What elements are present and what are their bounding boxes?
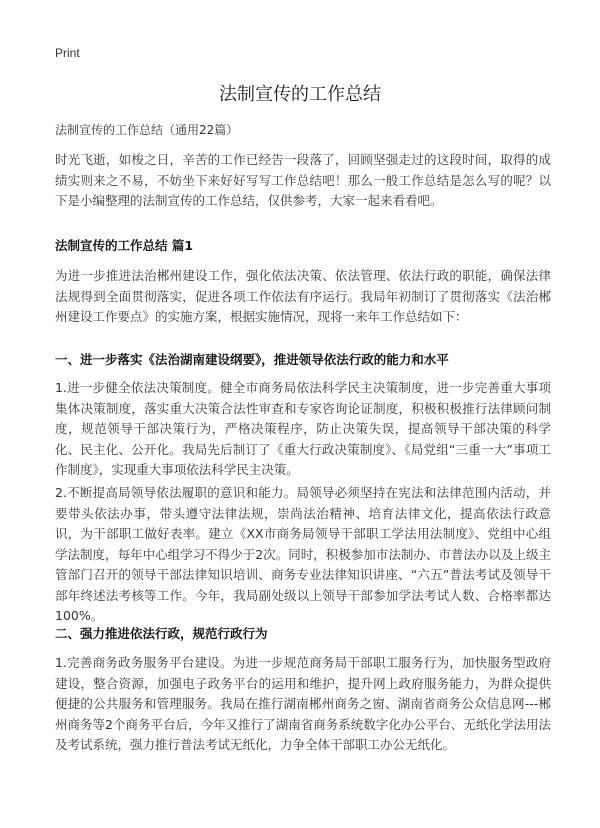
section1-paragraph-2: 2.不断提高局领导依法履职的意识和能力。局领导必须坚持在宪法和法律范围内活动，并要带头依法办事，带头遵守法律法规，崇尚法治精神、培育法律文化，提高依法行政意识，为干部职工做好表率。建立《XX市商务局领导干部职工学法用法制度》、党组中心组学法制度，每年中心组学习不得少于2次。同时，积极参加市法制办、市普法办以及上级主管部门召开的领导干部法律知识培训、商务专业法律知识讲座、“六五”普法考试及领导干部年终述法考核等工作。今年，我局副处级以上领导干部参加学法考试人数、合格率都达100%。 [55, 485, 551, 623]
page-title: 法制宣传的工作总结 [219, 84, 381, 105]
intro-paragraph: 时光飞逝，如梭之日，辛苦的工作已经告一段落了，回顾坚强走过的这段时间，取得的成绩实则来之不易，不妨坐下来好好写写工作总结吧！那么一般工作总结是怎么写的呢？以下是小编整理的法制宣传的工作总结，仅供参考，大家一起来看看吧。 [55, 152, 551, 208]
section1-heading: 一、进一步落实《法治湖南建设纲要》，推进领导依法行政的能力和水平 [55, 352, 449, 367]
section1-paragraph-1: 1.进一步健全依法决策制度。健全市商务局依法科学民主决策制度，进一步完善重大事项集体决策制度，落实重大决策合法性审查和专家咨询论证制度，积极积极推行法律顾问制度，规范领导干部决策行为，严格决策程序，防止决策失误，提高领导干部决策的科学化、民主化、公开化。我局先后制订了《重大行政决策制度》、《局党组“三重一大”事项工作制度》，实现重大事项依法科学民主决策。 [55, 380, 551, 477]
print-link[interactable]: Print [55, 46, 80, 60]
article-intro-paragraph: 为进一步推进法治郴州建设工作，强化依法决策、依法管理、依法行政的职能，确保法律法规得到全面贯彻落实，促进各项工作依法有序运行。我局年初制订了贯彻落实《法治郴州建设工作要点》的实施方案，根据实施情况，现将一来年工作总结如下： [55, 268, 551, 324]
document-subtitle: 法制宣传的工作总结（通用22篇） [55, 123, 239, 137]
section2-paragraph-1: 1.完善商务政务服务平台建设。为进一步规范商务局干部职工服务行为，加快服务型政府建设，整合资源，加强电子政务平台的运用和维护，提升网上政府服务能力，为群众提供便捷的公共服务和管理服务。我局在推行湖南郴州商务之窗、湖南省商务公众信息网---郴州商务等2个商务平台后，今年又推行了湖南省商务系统数字化办公平台、无纸化学法用法及考试系统，强力推行普法考试无纸化，力争全体干部职工办公无纸化。 [55, 655, 551, 752]
article-heading: 法制宣传的工作总结 篇1 [55, 238, 194, 253]
section2-heading: 二、强力推进依法行政，规范行政行为 [55, 626, 268, 641]
